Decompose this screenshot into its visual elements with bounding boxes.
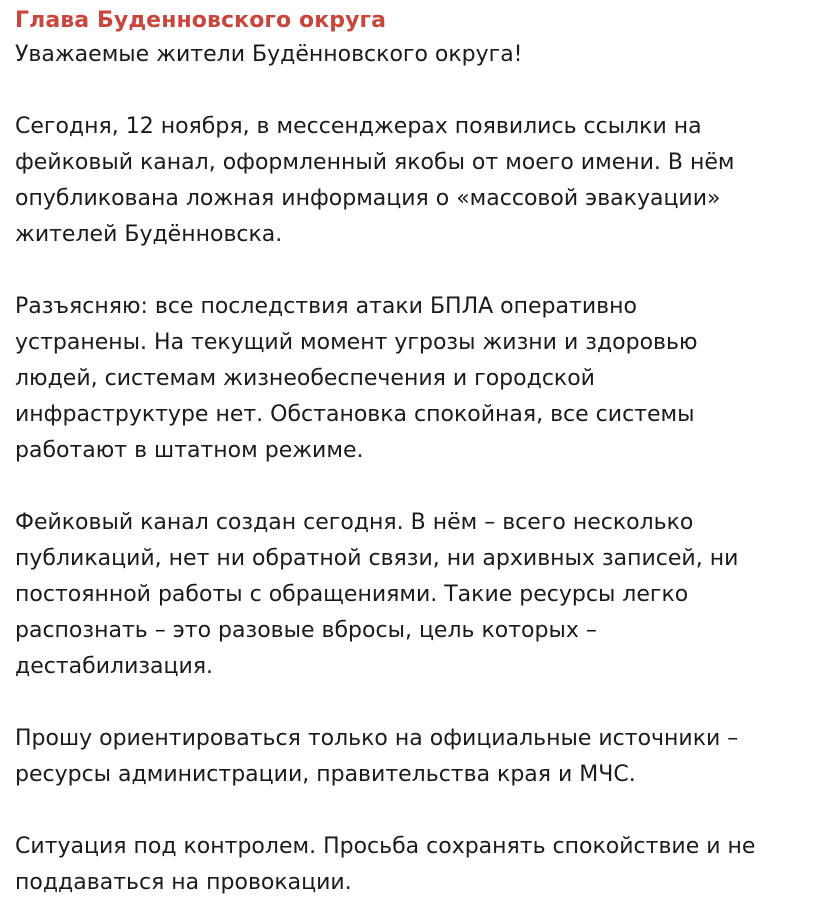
paragraph-closing (15, 829, 817, 901)
text-line: Фейковый канал создан сегодня. В нём – всего несколько (15, 510, 694, 535)
text-line: инфраструктуре нет. Обстановка спокойная, все системы (15, 402, 695, 427)
text-line: постоянной работы с обращениями. Такие ресурсы легко (15, 582, 689, 607)
paragraph-official-sources (15, 721, 817, 793)
text-line: поддаваться на провокации. (15, 870, 352, 895)
text-line: дестабилизация. (15, 654, 214, 679)
paragraph-fake-channel-notice (15, 109, 817, 253)
paragraph-fake-channel-details (15, 505, 817, 685)
text-line: распознать – это разовые вбросы, цель которых – (15, 618, 597, 643)
text-line: Уважаемые жители Будённовского округа! (15, 42, 523, 67)
text-line: Разъясняю: все последствия атаки БПЛА оперативно (15, 294, 637, 319)
text-line: работают в штатном режиме. (15, 438, 364, 463)
text-line: Сегодня, 12 ноября, в мессенджерах появились ссылки на (15, 114, 702, 139)
text-line: ресурсы администрации, правительства края и МЧС. (15, 762, 636, 787)
text-line: Ситуация под контролем. Просьба сохранять спокойствие и не (15, 834, 756, 859)
paragraph-situation-explanation (15, 289, 817, 469)
text-line: устранены. На текущий момент угрозы жизни и здоровью (15, 330, 698, 355)
text-line: фейковый канал, оформленный якобы от моего имени. В нём (15, 150, 735, 175)
text-line: публикаций, нет ни обратной связи, ни архивных записей, ни (15, 546, 739, 571)
text-line: людей, системам жизнеобеспечения и городской (15, 366, 595, 391)
text-line: опубликована ложная информация о «массовой эвакуации» (15, 186, 721, 211)
text-line: жителей Будённовска. (15, 222, 283, 247)
text-line: Прошу ориентироваться только на официальные источники – (15, 726, 739, 751)
greeting-text (15, 37, 817, 73)
channel-name[interactable]: Глава Буденновского округа (15, 8, 387, 33)
